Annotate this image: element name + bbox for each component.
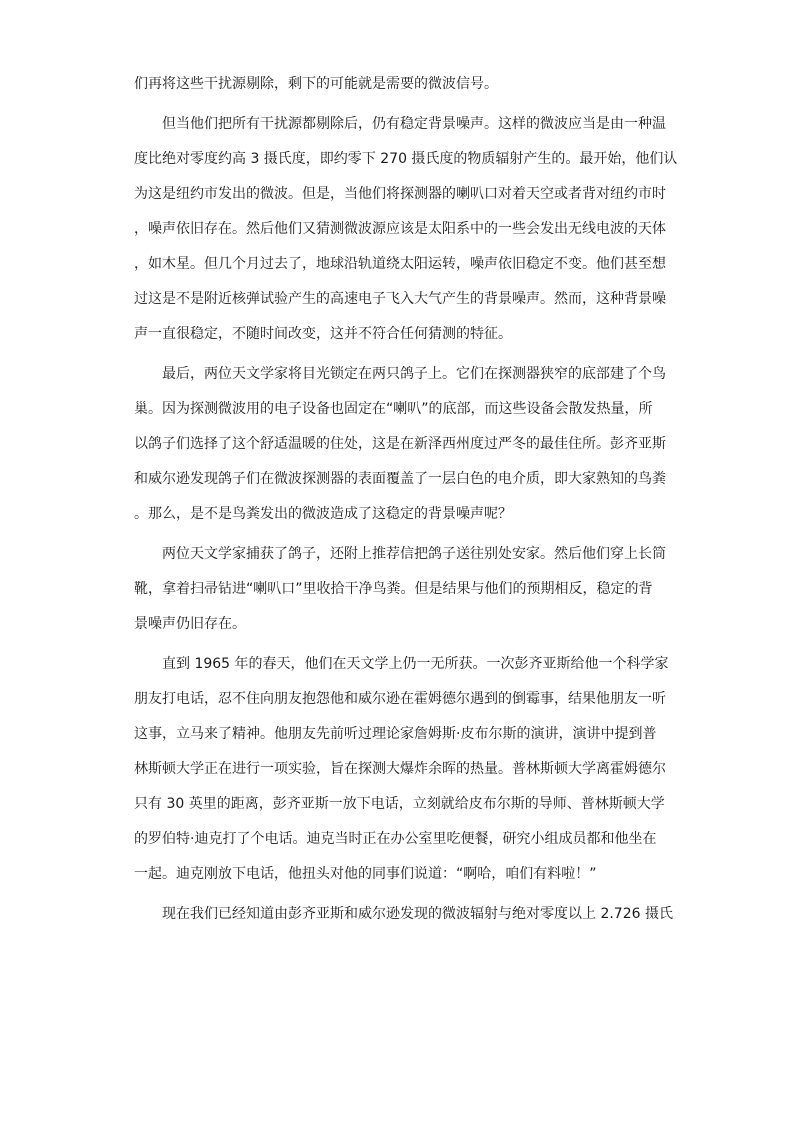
text-line: 度比绝对零度约高 3 摄氏度，即约零下 270 摄氏度的物质辐射产生的。最开始，他们认 (134, 151, 678, 167)
paragraph-first-line: 两位天文学家捕获了鸽子，还附上推荐信把鸽子送往别处安家。然后他们穿上长筒 (162, 546, 666, 562)
text-line: 靴，拿着扫帚钻进“喇叭口”里收拾干净鸟粪。但是结果与他们的预期相反，稳定的背 (134, 581, 653, 597)
text-line: 林斯顿大学正在进行一项实验，旨在探测大爆炸余晖的热量。普林斯顿大学离霍姆德尔 (134, 761, 666, 777)
text-line: 们再将这些干扰源剔除，剩下的可能就是需要的微波信号。 (134, 76, 498, 92)
paragraph-first-line: 但当他们把所有干扰源都剔除后，仍有稳定背景噪声。这样的微波应当是由一种温 (162, 116, 666, 132)
paragraph-first-line: 现在我们已经知道由彭齐亚斯和威尔逊发现的微波辐射与绝对零度以上 2.726 摄氏 (162, 906, 673, 922)
text-line: 这事，立马来了精神。他朋友先前听过理论家詹姆斯·皮布尔斯的演讲，演讲中提到普 (134, 726, 657, 742)
text-line: 和威尔逊发现鸽子们在微波探测器的表面覆盖了一层白色的电介质，即大家熟知的鸟粪 (134, 471, 666, 487)
paragraph-first-line: 直到 1965 年的春天，他们在天文学上仍一无所获。一次彭齐亚斯给他一个科学家 (162, 656, 669, 672)
text-line: 的罗伯特·迪克打了个电话。迪克当时正在办公室里吃便餐，研究小组成员都和他坐在 (134, 831, 657, 847)
text-line: 以鸽子们选择了这个舒适温暖的住处，这是在新泽西州度过严冬的最佳住所。彭齐亚斯 (134, 436, 666, 452)
text-line: 过这是不是附近核弹试验产生的高速电子飞入大气产生的背景噪声。然而，这种背景噪 (134, 291, 666, 307)
text-line: 一起。迪克刚放下电话，他扭头对他的同事们说道：“啊哈，咱们有料啦！” (134, 866, 597, 882)
text-line: ，噪声依旧存在。然后他们又猜测微波源应该是太阳系中的一些会发出无线电波的天体 (134, 221, 666, 237)
text-line: ，如木星。但几个月过去了，地球沿轨道绕太阳运转，噪声依旧稳定不变。他们甚至想 (134, 256, 666, 272)
paragraph-first-line: 最后，两位天文学家将目光锁定在两只鸽子上。它们在探测器狭窄的底部建了个鸟 (162, 366, 666, 382)
text-line: 声一直很稳定，不随时间改变，这并不符合任何猜测的特征。 (134, 326, 512, 342)
text-line: 景噪声仍旧存在。 (134, 616, 246, 632)
text-line: 只有 30 英里的距离，彭齐亚斯一放下电话，立刻就给皮布尔斯的导师、普林斯顿大学 (134, 796, 665, 812)
text-line: 巢。因为探测微波用的电子设备也固定在“喇叭”的底部，而这些设备会散发热量，所 (134, 401, 653, 417)
text-line: 。那么，是不是鸟粪发出的微波造成了这稳定的背景噪声呢？ (134, 506, 512, 522)
text-line: 为这是纽约市发出的微波。但是，当他们将探测器的喇叭口对着天空或者背对纽约市时 (134, 186, 666, 202)
text-line: 朋友打电话，忍不住向朋友抱怨他和威尔逊在霍姆德尔遇到的倒霉事，结果他朋友一听 (134, 691, 666, 707)
